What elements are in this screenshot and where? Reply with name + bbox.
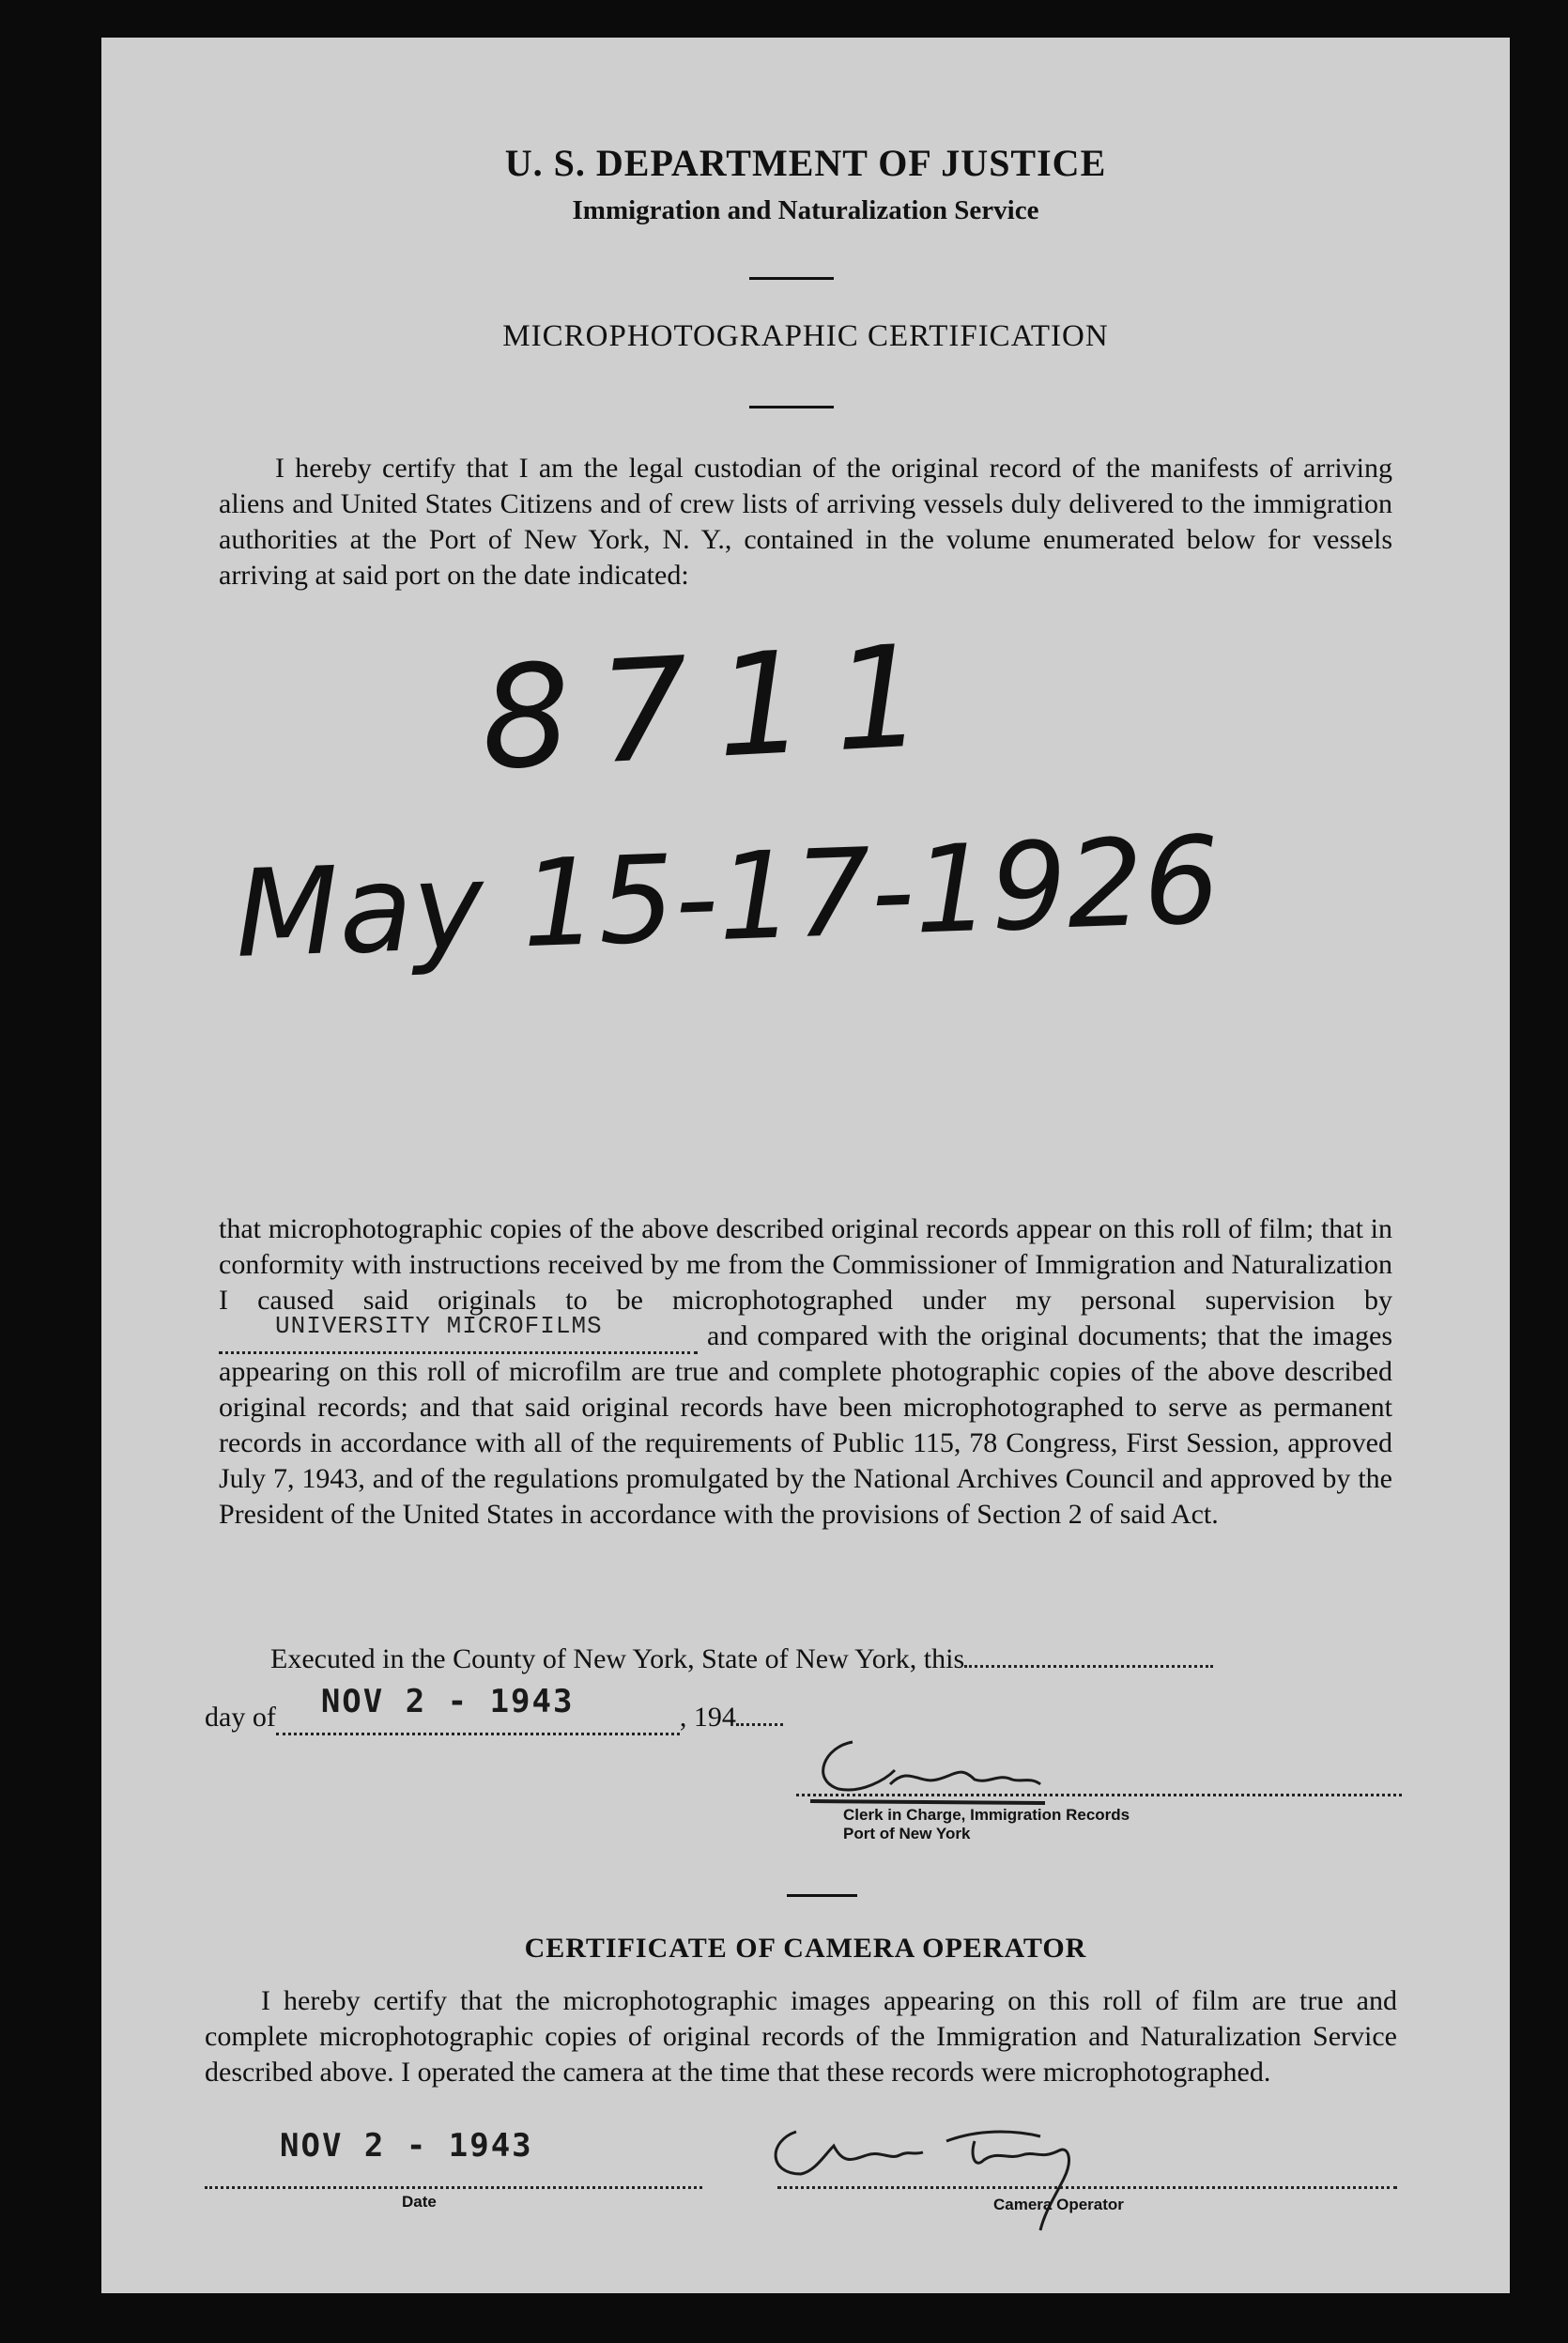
clerk-signature-line — [796, 1794, 1402, 1796]
clerk-title — [843, 1806, 1130, 1843]
execution-date-field — [276, 1683, 680, 1735]
filmed-by-value: UNIVERSITY MICROFILMS — [275, 1312, 603, 1340]
clerk-signature — [796, 1728, 1050, 1817]
clerk-title-line1: Clerk in Charge, Immigration Records — [843, 1806, 1130, 1824]
executed-text: Executed in the County of New York, State of New York, this — [270, 1643, 965, 1674]
body-text-part2: and compared with the original documents; that the images appearing on this roll of microfilm are true and complete photographic copies of the above described original records; and that said original records have been microphotographed to serve as permanent records in accordance with all of the requirements of Public 115, 78 Congress, First Session, approved July 7, 1943, and of the regulations promulgated by the National Archives Council and approved by the President of the United States in accordance with the provisions of Section 2 of said Act. — [219, 1320, 1393, 1530]
year-prefix: , 194 — [679, 1702, 736, 1733]
stamped-operator-date: NOV 2 - 1943 — [280, 2127, 533, 2165]
clerk-title-line2: Port of New York — [843, 1825, 971, 1842]
divider — [787, 1894, 857, 1897]
day-of-label: day of — [205, 1702, 276, 1733]
body-paragraph — [219, 1211, 1392, 1533]
date-label: Date — [402, 2193, 437, 2211]
department-heading: U. S. DEPARTMENT OF JUSTICE — [504, 142, 1107, 184]
stamped-execution-date: NOV 2 - 1943 — [320, 1683, 575, 1720]
handwritten-dates: May 15-17-1926 — [233, 810, 1222, 985]
certification-title: MICROPHOTOGRAPHIC CERTIFICATION — [502, 319, 1109, 353]
body-text-part1: that microphotographic copies of the above described original records appear on this roll of film; that in conformity with instructions received by me from the Commissioner of Immigration and Naturalization I caused said originals to be microphotographed under my personal supervision by — [219, 1213, 1392, 1316]
handwritten-volume-number: 8711 — [477, 613, 957, 802]
divider — [749, 406, 834, 408]
divider — [749, 277, 834, 280]
execution-day-field — [964, 1642, 1213, 1668]
service-subheading: Immigration and Naturalization Service — [572, 195, 1039, 225]
filmed-by-field — [219, 1312, 698, 1354]
intro-paragraph: I hereby certify that I am the legal custodian of the original record of the manifests of arriving aliens and United States Citizens and of crew lists of arriving vessels duly delivered to the immigration authorities at the Port of New York, N. Y., contained in the volume enumerated below for vessels arriving at said port on the date indicated: — [219, 453, 1392, 591]
camera-operator-paragraph: I hereby certify that the microphotographic images appearing on this roll of film are true and complete microphotographic copies of original records of the Immigration and Naturalization Service described above. I operated the camera at the time that these records were microphotographed. — [205, 1985, 1397, 2088]
camera-operator-label: Camera Operator — [993, 2196, 1124, 2213]
executed-line — [270, 1642, 1397, 1677]
certificate-page — [101, 38, 1510, 2293]
year-field — [736, 1701, 783, 1726]
camera-operator-signature-line — [777, 2167, 1397, 2189]
operator-date-field — [205, 2167, 702, 2189]
camera-operator-heading: CERTIFICATE OF CAMERA OPERATOR — [524, 1933, 1087, 1964]
